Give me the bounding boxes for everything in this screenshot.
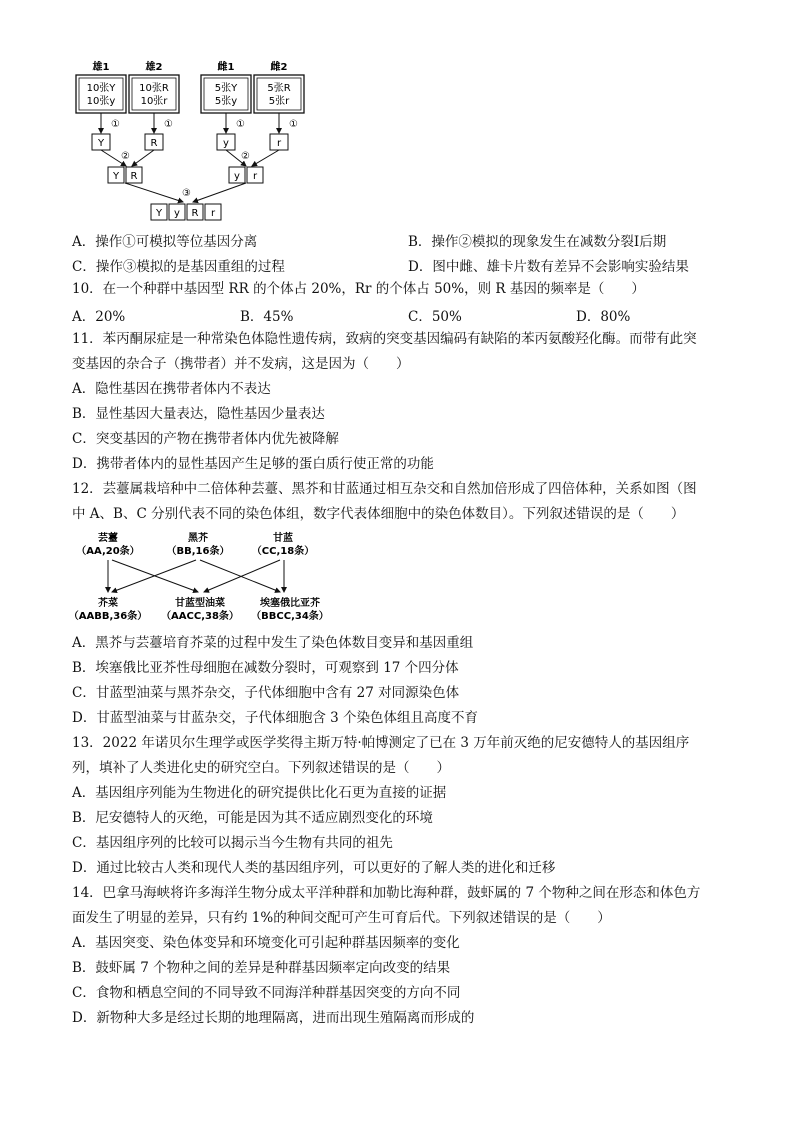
q11-option-b: B．显性基因大量表达，隐性基因少量表达 [72,406,325,422]
q14-option-b: B．鼓虾属 7 个物种之间的差异是种群基因频率定向改变的结果 [72,960,451,976]
parent-name: 黑芥 [188,533,208,544]
q13-option-c: C．基因组序列的比较可以揭示当今生物有共同的祖先 [72,835,393,851]
brassica-hybridization-diagram [68,530,338,630]
pair-card: R [130,171,138,182]
pair-card: Y [112,171,120,182]
picked-card: r [276,138,282,149]
q12-option-c: C．甘蓝型油菜与黑芥杂交，子代体细胞中含有 27 对同源染色体 [72,685,460,701]
card-content: 10张Y [86,83,116,94]
q11-stem-line1: 11．苯丙酮尿症是一种常染色体隐性遗传病，致病的突变基因编码有缺陷的苯丙氨酸羟化酶。而带有此突 [72,331,697,347]
parent-name: 甘蓝 [273,533,293,544]
result-card: Y [155,208,163,219]
q9-option-d: D．图中雌、雄卡片数有差异不会影响实验结果 [408,259,689,275]
q9-option-a: A．操作①可模拟等位基因分离 [72,234,258,250]
card-content: 5张R [267,83,291,94]
q12-option-a: A．黑芥与芸薹培育芥菜的过程中发生了染色体数目变异和基因重组 [72,635,474,651]
q13-option-b: B．尼安德特人的灭绝，可能是因为其不适应剧烈变化的环境 [72,810,433,826]
offspring-name: 芥菜 [98,598,118,609]
q12-stem-line1: 12．芸薹属栽培种中二倍体种芸薹、黑芥和甘蓝通过相互杂交和自然加倍形成了四倍体种，关系如图（图 [72,481,697,497]
parent-genome: （BB,16条） [166,546,230,557]
card-content: 5张r [268,96,290,107]
step-marker: ③ [182,188,191,199]
picked-card: y [223,138,229,149]
q14-stem-line1: 14．巴拿马海峡将许多海洋生物分成太平洋种群和加勒比海种群，鼓虾属的 7 个物种之间在形态和体色方 [72,885,701,901]
q11-option-a: A．隐性基因在携带者体内不表达 [72,381,271,397]
card-content: 5张y [214,96,238,107]
q12-option-b: B．埃塞俄比亚芥性母细胞在减数分裂时，可观察到 17 个四分体 [72,660,459,676]
step-marker: ① [289,119,298,130]
q10-option-a: A．20% [72,309,126,325]
q12-stem-line2: 中 A、B、C 分别代表不同的染色体组，数字代表体细胞中的染色体数目）。下列叙述错误的是（ ） [72,506,685,522]
q11-stem-line2: 变基因的杂合子（携带者）并不发病，这是因为（ ） [72,356,410,372]
offspring-genome: （BBCC,34条） [251,611,329,622]
q12-option-d: D．甘蓝型油菜与甘蓝杂交，子代体细胞含 3 个染色体组且高度不育 [72,710,478,726]
parent-genome: （CC,18条） [251,546,315,557]
q13-stem-line2: 列，填补了人类进化史的研究空白。下列叙述错误的是（ ） [72,760,450,776]
q10-option-d: D．80% [576,309,631,325]
step-marker: ① [111,119,120,130]
step-marker: ① [164,119,173,130]
pair-card: y [234,171,240,182]
card-label: 雄1 [92,62,110,73]
q10-option-c: C．50% [408,309,462,325]
step-marker: ① [236,119,245,130]
q13-stem-line1: 13．2022 年诺贝尔生理学或医学奖得主斯万特·帕博测定了已在 3 万年前灭绝的尼安德特人的基因组序 [72,735,690,751]
card-label: 雌2 [270,62,288,73]
step-marker: ② [241,151,250,162]
card-label: 雌1 [217,62,235,73]
parent-name: 芸薹 [98,533,118,544]
q13-option-d: D．通过比较古人类和现代人类的基因组序列，可以更好的了解人类的进化和迁移 [72,860,556,876]
offspring-name: 埃塞俄比亚芥 [260,598,320,609]
result-card: r [210,208,216,219]
card-content: 10张R [139,83,169,94]
q11-option-d: D．携带者体内的显性基因产生足够的蛋白质行使正常的功能 [72,456,434,472]
q14-option-c: C．食物和栖息空间的不同导致不同海洋种群基因突变的方向不同 [72,985,461,1001]
q10-option-b: B．45% [240,309,294,325]
q14-option-a: A．基因突变、染色体变异和环境变化可引起种群基因频率的变化 [72,935,460,951]
offspring-genome: （AACC,38条） [161,611,239,622]
q14-stem-line2: 面发生了明显的差异，只有约 1%的种间交配可产生可育后代。下列叙述错误的是（ ） [72,910,611,926]
card-content: 10张y [86,96,116,107]
card-simulation-diagram [68,56,308,226]
card-content: 5张Y [214,83,238,94]
result-card: R [191,208,199,219]
step-marker: ② [121,151,130,162]
offspring-name: 甘蓝型油菜 [175,598,225,609]
q9-option-c: C．操作③模拟的是基因重组的过程 [72,259,285,275]
offspring-genome: （AABB,36条） [68,611,148,622]
pair-card: r [252,171,258,182]
q13-option-a: A．基因组序列能为生物进化的研究提供比化石更为直接的证据 [72,785,447,801]
card-content: 10张r [140,96,168,107]
parent-genome: （AA,20条） [76,546,140,557]
picked-card: R [150,138,158,149]
picked-card: Y [97,138,105,149]
result-card: y [174,208,180,219]
q9-option-b: B．操作②模拟的现象发生在减数分裂Ⅰ后期 [408,234,667,250]
card-label: 雄2 [145,62,163,73]
q14-option-d: D．新物种大多是经过长期的地理隔离，进而出现生殖隔离而形成的 [72,1010,475,1026]
q10-stem: 10．在一个种群中基因型 RR 的个体占 20%，Rr 的个体占 50%，则 R 基因的频率是（ ） [72,281,645,297]
q11-option-c: C．突变基因的产物在携带者体内优先被降解 [72,431,339,447]
